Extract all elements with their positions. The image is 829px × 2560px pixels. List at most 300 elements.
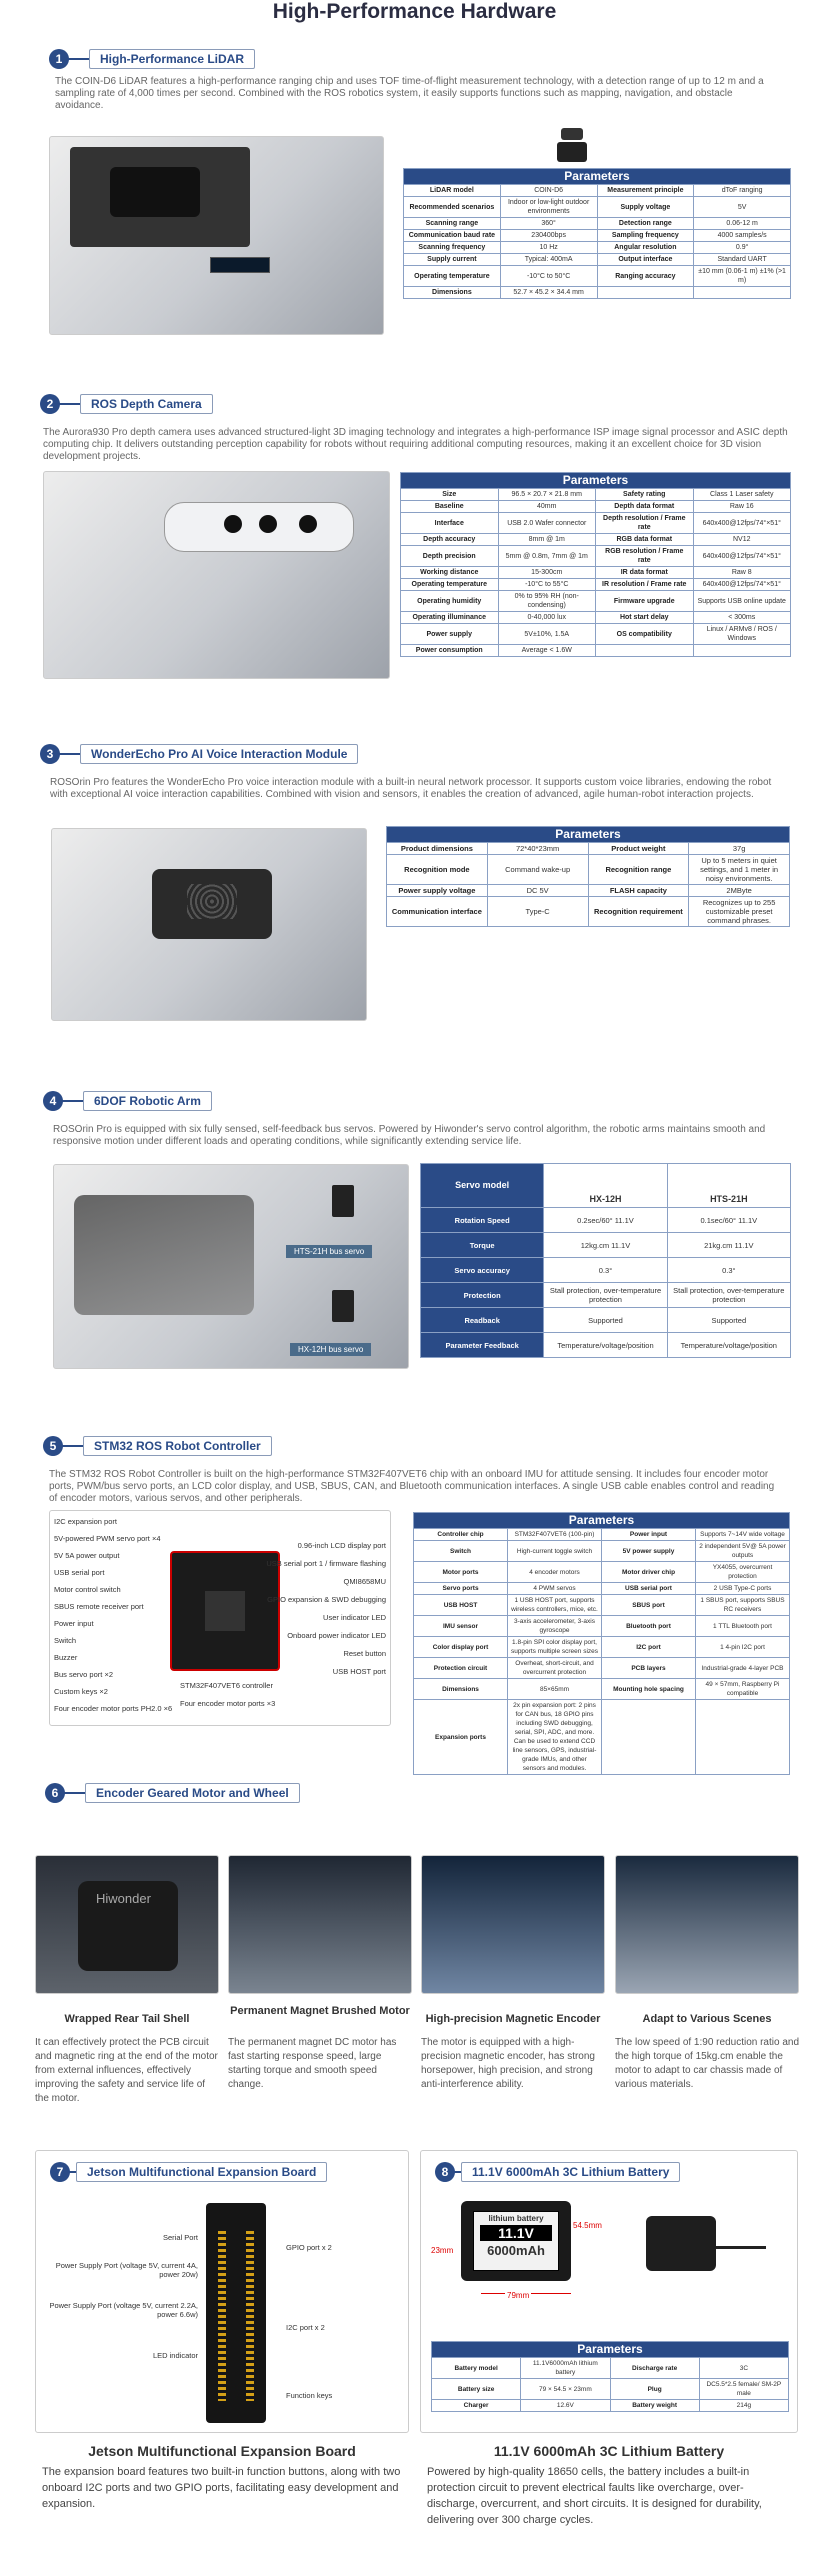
spec-value: Raw 8 bbox=[693, 567, 791, 579]
servo-model-header: HX-12H bbox=[544, 1164, 667, 1208]
spec-label: Safety rating bbox=[596, 489, 694, 501]
spec-label: Dimensions bbox=[414, 1679, 508, 1700]
spec-value: 10 Hz bbox=[500, 242, 597, 254]
spec-label: Battery size bbox=[432, 2379, 521, 2400]
spec-label: Protection bbox=[421, 1283, 544, 1308]
spec-value: 230400bps bbox=[500, 230, 597, 242]
section-title: 11.1V 6000mAh 3C Lithium Battery bbox=[461, 2162, 680, 2182]
diagram-label: Buzzer bbox=[54, 1653, 78, 1662]
lidar-photo bbox=[49, 136, 384, 335]
table-row bbox=[414, 1583, 790, 1595]
hts-21h-label: HTS-21H bus servo bbox=[286, 1245, 372, 1258]
spec-label: IR data format bbox=[596, 567, 694, 579]
battery-width-label: 79mm bbox=[507, 2291, 530, 2300]
table-row bbox=[404, 197, 791, 218]
motor-photo-4 bbox=[615, 1855, 799, 1994]
spec-label bbox=[596, 645, 694, 657]
table-row bbox=[387, 897, 790, 927]
spec-label bbox=[602, 1700, 696, 1775]
servo-model-header: HTS-21H bbox=[667, 1164, 790, 1208]
spec-label: Power supply bbox=[401, 624, 499, 645]
spec-label: Dimensions bbox=[404, 287, 501, 299]
spec-value: 0.1sec/60° 11.1V bbox=[667, 1208, 790, 1233]
spec-value: Up to 5 meters in quiet settings, and 1 meter in noisy environments. bbox=[689, 855, 790, 885]
section-2-header bbox=[40, 393, 213, 415]
diagram-label: Four encoder motor ports ×3 bbox=[180, 1699, 276, 1708]
diagram-label: SBUS remote receiver port bbox=[54, 1602, 144, 1611]
spec-label: Angular resolution bbox=[597, 242, 694, 254]
servo-spec-table bbox=[420, 1163, 791, 1358]
spec-label: Plug bbox=[610, 2379, 699, 2400]
battery-height-label: 23mm bbox=[431, 2246, 454, 2255]
spec-label: Power consumption bbox=[401, 645, 499, 657]
spec-value: Supported bbox=[544, 1308, 667, 1333]
spec-value: 5V bbox=[694, 197, 791, 218]
spec-label: Rotation Speed bbox=[421, 1208, 544, 1233]
section-number: 3 bbox=[40, 744, 60, 764]
spec-label: Firmware upgrade bbox=[596, 591, 694, 612]
jetson-board-panel bbox=[35, 2150, 409, 2433]
spec-label: RGB resolution / Frame rate bbox=[596, 546, 694, 567]
diagram-label: User indicator LED bbox=[323, 1613, 386, 1622]
section-number: 4 bbox=[43, 1091, 63, 1111]
diagram-label: Switch bbox=[54, 1636, 77, 1645]
spec-label: Interface bbox=[401, 513, 499, 534]
spec-label: Recognition range bbox=[588, 855, 689, 885]
table-row bbox=[401, 579, 791, 591]
spec-label: Operating temperature bbox=[401, 579, 499, 591]
battery-card-text: Powered by high-quality 18650 cells, the battery includes a built-in protection circuit to prevent electrical faults like overcharge, over-discharge, overcurrent, and short circuits. It is designed for durability, delivering over 300 charge cycles. bbox=[427, 2466, 762, 2526]
battery-voltage: 11.1V bbox=[480, 2225, 552, 2241]
controller-diagram bbox=[49, 1510, 391, 1726]
spec-label: Baseline bbox=[401, 501, 499, 513]
spec-value: Average < 1.6W bbox=[498, 645, 596, 657]
table-row bbox=[404, 230, 791, 242]
spec-value: 640x400@12fps/74°×51° bbox=[693, 513, 791, 534]
spec-value: YX4055, overcurrent protection bbox=[696, 1562, 790, 1583]
spec-value: 5V±10%, 1.5A bbox=[498, 624, 596, 645]
table-row bbox=[432, 2379, 789, 2400]
spec-label: Motor ports bbox=[414, 1562, 508, 1583]
spec-label: Battery model bbox=[432, 2358, 521, 2379]
spec-label: I2C port bbox=[602, 1637, 696, 1658]
table-row bbox=[401, 489, 791, 501]
section-title: STM32 ROS Robot Controller bbox=[83, 1436, 272, 1456]
spec-value: 640x400@12fps/74°×51° bbox=[693, 546, 791, 567]
charger-image bbox=[646, 2216, 716, 2271]
battery-spec-table: Parameters Battery model 11.1V6000mAh lithium battery Discharge rate 3C Battery size 79 × 54.5 × 23mm Plug DC5.5*2.5 female/ SM-2P male Charger 12.6V Battery weight 214g bbox=[431, 2341, 789, 2412]
section-number: 2 bbox=[40, 394, 60, 414]
diagram-label: Power input bbox=[54, 1619, 94, 1628]
spec-label: USB serial port bbox=[602, 1583, 696, 1595]
table-row bbox=[421, 1258, 791, 1283]
section-number: 7 bbox=[50, 2162, 70, 2182]
spec-value: 12.6V bbox=[521, 2400, 610, 2412]
brand-logo: Hiwonder bbox=[96, 1891, 151, 1906]
spec-value: High-current toggle switch bbox=[508, 1541, 602, 1562]
spec-label: Sampling frequency bbox=[597, 230, 694, 242]
battery-panel bbox=[420, 2150, 798, 2433]
spec-label: Motor driver chip bbox=[602, 1562, 696, 1583]
spec-value: 1.8-pin SPI color display port, supports multiple screen sizes bbox=[508, 1637, 602, 1658]
table-row bbox=[401, 546, 791, 567]
motor-feature-text: It can effectively protect the PCB circuit and magnetic ring at the end of the motor from external influences, effectively improving the safety and service life of the motor. bbox=[35, 2037, 218, 2104]
table-row bbox=[421, 1308, 791, 1333]
spec-value: 214g bbox=[699, 2400, 788, 2412]
spec-label: Detection range bbox=[597, 218, 694, 230]
spec-label: USB HOST bbox=[414, 1595, 508, 1616]
table-row bbox=[414, 1700, 790, 1775]
spec-label: IMU sensor bbox=[414, 1616, 508, 1637]
spec-value: 21kg.cm 11.1V bbox=[667, 1233, 790, 1258]
spec-value: 85×65mm bbox=[508, 1679, 602, 1700]
spec-value: 0.06-12 m bbox=[694, 218, 791, 230]
spec-value: -10°C to 50°C bbox=[500, 266, 597, 287]
spec-label: Size bbox=[401, 489, 499, 501]
table-row bbox=[414, 1541, 790, 1562]
table-row bbox=[414, 1616, 790, 1637]
spec-label: Operating temperature bbox=[404, 266, 501, 287]
spec-value: 0.3° bbox=[667, 1258, 790, 1283]
page-title: High-Performance Hardware bbox=[272, 0, 557, 23]
spec-label: Expansion ports bbox=[414, 1700, 508, 1775]
spec-label: Readback bbox=[421, 1308, 544, 1333]
spec-label: 5V power supply bbox=[602, 1541, 696, 1562]
table-row bbox=[414, 1595, 790, 1616]
section-6-header bbox=[45, 1782, 300, 1804]
spec-label: Product dimensions bbox=[387, 843, 488, 855]
spec-value: 4 encoder motors bbox=[508, 1562, 602, 1583]
section-1-header bbox=[49, 48, 255, 70]
spec-value: Overheat, short-circuit, and overcurrent protection bbox=[508, 1658, 602, 1679]
spec-label: Mounting hole spacing bbox=[602, 1679, 696, 1700]
diagram-label: USB serial port 1 / firmware flashing bbox=[266, 1559, 386, 1568]
spec-value: 2x pin expansion port: 2 pins for CAN bus, 18 GPIO pins including SWD debugging, serial, SPI, ADC, and more. Can be used to extend CCD line sensors, GPS, industrial-grade IMUs, and other sensors and modules. bbox=[508, 1700, 602, 1775]
spec-label: Scanning range bbox=[404, 218, 501, 230]
spec-value bbox=[696, 1700, 790, 1775]
motor-feature-title: High-precision Magnetic Encoder bbox=[425, 2013, 601, 2025]
spec-value: 11.1V6000mAh lithium battery bbox=[521, 2358, 610, 2379]
table-row bbox=[414, 1562, 790, 1583]
table-row bbox=[401, 501, 791, 513]
spec-label: PCB layers bbox=[602, 1658, 696, 1679]
spec-value: NV12 bbox=[693, 534, 791, 546]
spec-value: 40mm bbox=[498, 501, 596, 513]
table-row bbox=[404, 242, 791, 254]
spec-value: Raw 16 bbox=[693, 501, 791, 513]
spec-value: 15-300cm bbox=[498, 567, 596, 579]
table-row bbox=[421, 1233, 791, 1258]
section-4-header bbox=[43, 1090, 212, 1112]
spec-label: Communication interface bbox=[387, 897, 488, 927]
spec-value: USB 2.0 Wafer connector bbox=[498, 513, 596, 534]
spec-value: 360° bbox=[500, 218, 597, 230]
section-number: 6 bbox=[45, 1783, 65, 1803]
table-row bbox=[404, 266, 791, 287]
section-description: ROSOrin Pro features the WonderEcho Pro voice interaction module with a built-in neural network processor. It supports custom voice libraries, endowing the robot with exceptional AI voice interaction capabilities. Combined with vision and sensors, it enables the creation of advanced, agile human-robot interaction projects. bbox=[50, 777, 772, 800]
spec-label: Hot start delay bbox=[596, 612, 694, 624]
spec-label: Product weight bbox=[588, 843, 689, 855]
diagram-label: QMI8658MU bbox=[343, 1577, 386, 1586]
table-row bbox=[401, 534, 791, 546]
diagram-label: USB HOST port bbox=[332, 1667, 386, 1676]
table-row bbox=[387, 843, 790, 855]
section-number: 1 bbox=[49, 49, 69, 69]
hx-12h-label: HX-12H bus servo bbox=[290, 1343, 371, 1356]
spec-label: Battery weight bbox=[610, 2400, 699, 2412]
section-description: ROSOrin Pro is equipped with six fully sensed, self-feedback bus servos. Powered by Hiwonder's servo control algorithm, the robotic arms maintains smooth and responsive motion under different loads and operating conditions, while significantly extending service life. bbox=[53, 1124, 766, 1147]
section-title: Encoder Geared Motor and Wheel bbox=[85, 1783, 300, 1803]
diagram-label: I2C expansion port bbox=[54, 1517, 117, 1526]
spec-value: Temperature/voltage/position bbox=[544, 1333, 667, 1358]
spec-label: Controller chip bbox=[414, 1529, 508, 1541]
spec-value: Recognizes up to 255 customizable preset command phrases. bbox=[689, 897, 790, 927]
spec-label: FLASH capacity bbox=[588, 885, 689, 897]
diagram-label: 5V-powered PWM servo port ×4 bbox=[54, 1534, 161, 1543]
spec-label: Ranging accuracy bbox=[597, 266, 694, 287]
spec-value: 2 USB Type-C ports bbox=[696, 1583, 790, 1595]
section-title: High-Performance LiDAR bbox=[89, 49, 255, 69]
table-row bbox=[421, 1333, 791, 1358]
spec-value: Industrial-grade 4-layer PCB bbox=[696, 1658, 790, 1679]
spec-value: 4 PWM servos bbox=[508, 1583, 602, 1595]
motor-feature-text: The low speed of 1:90 reduction ratio and the high torque of 15kg.cm enable the motor to adapt to car chassis made of various materials. bbox=[615, 2037, 800, 2090]
spec-label: Output interface bbox=[597, 254, 694, 266]
lidar-icon bbox=[557, 128, 587, 164]
section-description: The Aurora930 Pro depth camera uses advanced structured-light 3D imaging technology and integrates a high-performance ISP image signal processor and ASIC depth computing chip. It delivers outstanding perception capability for robots without requiring additional computing resources, making it an excellent choice for 3D vision development projects. bbox=[43, 427, 788, 462]
spec-value: 1 SBUS port, supports SBUS RC receivers bbox=[696, 1595, 790, 1616]
spec-label: LiDAR model bbox=[404, 185, 501, 197]
board-port-label: I2C port x 2 bbox=[286, 2323, 325, 2332]
spec-value: Typical: 400mA bbox=[500, 254, 597, 266]
table-row bbox=[387, 855, 790, 885]
motor-feature-title: Adapt to Various Scenes bbox=[642, 2013, 772, 2025]
spec-value: Stall protection, over-temperature protection bbox=[667, 1283, 790, 1308]
board-port-label: GPIO port x 2 bbox=[286, 2243, 332, 2252]
motor-photo-3 bbox=[421, 1855, 605, 1994]
voice-module-photo bbox=[51, 828, 367, 1021]
motor-feature-title: Permanent Magnet Brushed Motor bbox=[230, 2005, 410, 2017]
spec-value: Class 1 Laser safety bbox=[693, 489, 791, 501]
spec-value: Supports 7~14V wide voltage bbox=[696, 1529, 790, 1541]
spec-label: OS compatibility bbox=[596, 624, 694, 645]
spec-label: RGB data format bbox=[596, 534, 694, 546]
spec-value: Command wake-up bbox=[487, 855, 588, 885]
spec-value: Linux / ARMv8 / ROS / Windows bbox=[693, 624, 791, 645]
board-port-label: Power Supply Port (voltage 5V, current 2.2A, power 6.6w) bbox=[49, 2301, 198, 2319]
table-row bbox=[421, 1283, 791, 1308]
spec-value: 1 TTL Bluetooth port bbox=[696, 1616, 790, 1637]
table-row bbox=[401, 567, 791, 579]
battery-depth-label: 54.5mm bbox=[573, 2221, 602, 2230]
spec-value: 0% to 95% RH (non-condensing) bbox=[498, 591, 596, 612]
spec-label: Recognition requirement bbox=[588, 897, 689, 927]
spec-value: Type-C bbox=[487, 897, 588, 927]
spec-label: Switch bbox=[414, 1541, 508, 1562]
table-row bbox=[414, 1679, 790, 1700]
diagram-label: Motor control switch bbox=[54, 1585, 121, 1594]
spec-label: Charger bbox=[432, 2400, 521, 2412]
spec-value: Supported bbox=[667, 1308, 790, 1333]
spec-label: Recommended scenarios bbox=[404, 197, 501, 218]
table-row bbox=[404, 254, 791, 266]
diagram-label: 0.96-inch LCD display port bbox=[297, 1541, 386, 1550]
spec-label: Operating illuminance bbox=[401, 612, 499, 624]
spec-label: Scanning frequency bbox=[404, 242, 501, 254]
spec-value: 4000 samples/s bbox=[694, 230, 791, 242]
spec-value: 1 4-pin I2C port bbox=[696, 1637, 790, 1658]
spec-value: Supports USB online update bbox=[693, 591, 791, 612]
jetson-card-text: The expansion board features two built-in function buttons, along with two onboard I2C ports and two GPIO ports, facilitating easy development and expansion. bbox=[42, 2466, 401, 2510]
table-row bbox=[414, 1658, 790, 1679]
diagram-label: Onboard power indicator LED bbox=[287, 1631, 386, 1640]
spec-label: Servo ports bbox=[414, 1583, 508, 1595]
robotic-arm-photo bbox=[53, 1164, 409, 1369]
spec-value: 8mm @ 1m bbox=[498, 534, 596, 546]
section-number: 8 bbox=[435, 2162, 455, 2182]
battery-capacity: 6000mAh bbox=[487, 2243, 545, 2258]
spec-label: Recognition mode bbox=[387, 855, 488, 885]
motor-feature-text: The motor is equipped with a high-precision magnetic encoder, has strong horsepower, high precision, and strong anti-interference ability. bbox=[421, 2037, 595, 2090]
spec-label: Power input bbox=[602, 1529, 696, 1541]
diagram-label: Four encoder motor ports PH2.0 ×6 bbox=[54, 1704, 173, 1713]
diagram-label: GPIO expansion & SWD debugging bbox=[267, 1595, 386, 1604]
spec-label: Supply voltage bbox=[597, 197, 694, 218]
spec-value: 640x400@12fps/74°×51° bbox=[693, 579, 791, 591]
spec-label: Depth resolution / Frame rate bbox=[596, 513, 694, 534]
spec-value: 72*40*23mm bbox=[487, 843, 588, 855]
table-row bbox=[421, 1208, 791, 1233]
spec-value: Standard UART bbox=[694, 254, 791, 266]
spec-value: 1 USB HOST port, supports wireless controllers, mice, etc. bbox=[508, 1595, 602, 1616]
table-row bbox=[401, 591, 791, 612]
spec-value: 0-40,000 lux bbox=[498, 612, 596, 624]
jetson-card-title: Jetson Multifunctional Expansion Board bbox=[88, 2443, 356, 2459]
battery-label: lithium battery bbox=[488, 2214, 544, 2223]
spec-value: Temperature/voltage/position bbox=[667, 1333, 790, 1358]
spec-value: Indoor or low-light outdoor environments bbox=[500, 197, 597, 218]
spec-value: 2 independent 5V@ 5A power outputs bbox=[696, 1541, 790, 1562]
spec-label: Supply current bbox=[404, 254, 501, 266]
spec-value: 3-axis accelerometer, 3-axis gyroscope bbox=[508, 1616, 602, 1637]
spec-label: Operating humidity bbox=[401, 591, 499, 612]
spec-label: Communication baud rate bbox=[404, 230, 501, 242]
depth-camera-spec-table: Parameters Size 96.5 × 20.7 × 21.8 mm Safety rating Class 1 Laser safety Baseline 40mm Depth data format Raw 16 Interface USB 2.0 Wafer connector Depth resolution / Frame rate 640x400@12fps/74°×51° Depth accuracy 8mm @ 1m RGB data format NV12 Depth precision 5mm @ 0.8m, 7mm @ 1m RGB resolution / Frame rate 640x400@12fps/74°×51° Working distance 15-300cm IR data format Raw 8 Operating temperature -10°C to 55°C IR resolution / Frame rate 640x400@12fps/74°×51° Operating humidity 0% to 95% RH (non-condensing) Firmware upgrade Supports USB online update Operating illuminance 0-40,000 lux Hot start delay < 300ms Power supply 5V±10%, 1.5A OS compatibility Linux / ARMv8 / ROS / Windows Power consumption Average < 1.6W bbox=[400, 472, 791, 657]
spec-label: Power supply voltage bbox=[387, 885, 488, 897]
table-row bbox=[404, 185, 791, 197]
spec-label: Discharge rate bbox=[610, 2358, 699, 2379]
section-description: The COIN-D6 LiDAR features a high-performance ranging chip and uses TOF time-of-flight measurement technology, with a detection range of up to 12 m and a sampling rate of 4,000 times per second. Combined with the ROS robotics system, it easily supports functions such as mapping, navigation, and obstacle avoidance. bbox=[55, 76, 764, 111]
table-row bbox=[401, 645, 791, 657]
spec-value: 0.2sec/60° 11.1V bbox=[544, 1208, 667, 1233]
table-row bbox=[404, 218, 791, 230]
table-row bbox=[414, 1529, 790, 1541]
motor-photo-2 bbox=[228, 1855, 412, 1994]
section-3-header bbox=[40, 743, 358, 765]
spec-value: 3C bbox=[699, 2358, 788, 2379]
spec-label: Torque bbox=[421, 1233, 544, 1258]
spec-value: 12kg.cm 11.1V bbox=[544, 1233, 667, 1258]
section-5-header bbox=[43, 1435, 272, 1457]
battery-card-title: 11.1V 6000mAh 3C Lithium Battery bbox=[493, 2443, 725, 2459]
section-title: ROS Depth Camera bbox=[80, 394, 213, 414]
spec-value: 0.9° bbox=[694, 242, 791, 254]
table-row bbox=[401, 513, 791, 534]
spec-value: COIN-D6 bbox=[500, 185, 597, 197]
spec-value: 0.3° bbox=[544, 1258, 667, 1283]
spec-label: SBUS port bbox=[602, 1595, 696, 1616]
spec-value: dToF ranging bbox=[694, 185, 791, 197]
spec-label: IR resolution / Frame rate bbox=[596, 579, 694, 591]
spec-label: Depth precision bbox=[401, 546, 499, 567]
table-row bbox=[414, 1637, 790, 1658]
motor-photo-1 bbox=[35, 1855, 219, 1994]
motor-feature-text: The permanent magnet DC motor has fast starting response speed, large starting torque and smooth speed change. bbox=[228, 2037, 397, 2090]
diagram-label: 5V 5A power output bbox=[54, 1551, 120, 1560]
spec-value: DC5.5*2.5 female/ SM-2P male bbox=[699, 2379, 788, 2400]
section-title: 6DOF Robotic Arm bbox=[83, 1091, 212, 1111]
spec-value bbox=[694, 287, 791, 299]
depth-camera-photo bbox=[43, 471, 390, 679]
spec-value: 5mm @ 0.8m, 7mm @ 1m bbox=[498, 546, 596, 567]
controller-spec-table: Parameters Controller chip STM32F407VET6 (100-pin) Power input Supports 7~14V wide voltage Switch High-current toggle switch 5V power supply 2 independent 5V@ 5A power outputs Motor ports 4 encoder motors Motor driver chip YX4055, overcurrent protection Servo ports 4 PWM servos USB serial port 2 USB Type-C ports USB HOST 1 USB HOST port, supports wireless controllers, mice, etc. SBUS port 1 SBUS port, supports SBUS RC receivers IMU sensor 3-axis accelerometer, 3-axis gyroscope Bluetooth port 1 TTL Bluetooth port Color display port 1.8-pin SPI color display port, supports multiple screen sizes I2C port 1 4-pin I2C port Protection circuit Overheat, short-circuit, and overcurrent protection PCB layers Industrial-grade 4-layer PCB Dimensions 85×65mm Mounting hole spacing 49 × 57mm, Raspberry Pi compatible Expansion ports 2x pin expansion port: 2 pins for CAN bus, 18 GPIO pins including SWD debugging, serial, SPI, ADC, and more. Can be used to extend CCD line sensors, GPS, industrial-grade IMUs, and other sensors and modules. bbox=[413, 1512, 790, 1775]
section-title: Jetson Multifunctional Expansion Board bbox=[76, 2162, 327, 2182]
spec-value: ±10 mm (0.06-1 m) ±1% (>1 m) bbox=[694, 266, 791, 287]
diagram-label: Reset button bbox=[343, 1649, 386, 1658]
table-row bbox=[432, 2358, 789, 2379]
table-row bbox=[387, 885, 790, 897]
table-row bbox=[401, 612, 791, 624]
spec-label: Color display port bbox=[414, 1637, 508, 1658]
spec-value: 96.5 × 20.7 × 21.8 mm bbox=[498, 489, 596, 501]
spec-value: Stall protection, over-temperature protection bbox=[544, 1283, 667, 1308]
board-port-label: Function keys bbox=[286, 2391, 333, 2400]
spec-value: STM32F407VET6 (100-pin) bbox=[508, 1529, 602, 1541]
diagram-label: STM32F407VET6 controller bbox=[180, 1681, 273, 1690]
voice-module-spec-table: Parameters Product dimensions 72*40*23mm Product weight 37g Recognition mode Command wake-up Recognition range Up to 5 meters in quiet settings, and 1 meter in noisy environments. Power supply voltage DC 5V FLASH capacity 2MByte Communication interface Type-C Recognition requirement Recognizes up to 255 customizable preset command phrases. bbox=[386, 826, 790, 927]
spec-label: Bluetooth port bbox=[602, 1616, 696, 1637]
servo-header-label: Servo model bbox=[421, 1164, 544, 1208]
table-row bbox=[401, 624, 791, 645]
spec-value: 49 × 57mm, Raspberry Pi compatible bbox=[696, 1679, 790, 1700]
diagram-label: Custom keys ×2 bbox=[54, 1687, 108, 1696]
spec-label: Parameter Feedback bbox=[421, 1333, 544, 1358]
spec-label: Servo accuracy bbox=[421, 1258, 544, 1283]
spec-value: 79 × 54.5 × 23mm bbox=[521, 2379, 610, 2400]
spec-value: 52.7 × 45.2 × 34.4 mm bbox=[500, 287, 597, 299]
table-row bbox=[432, 2400, 789, 2412]
diagram-label: USB serial port bbox=[54, 1568, 105, 1577]
spec-label: Depth data format bbox=[596, 501, 694, 513]
spec-label: Protection circuit bbox=[414, 1658, 508, 1679]
section-description: The STM32 ROS Robot Controller is built on the high-performance STM32F407VET6 chip with an onboard IMU for attitude sensing. It includes four encoder motor ports, PWM/bus servo ports, an LCD color display, and USB, SBUS, CAN, and Bluetooth communication interfaces. A single USB cable enables control and reading of encoder motors, various servos, and other peripherals. bbox=[49, 1469, 775, 1504]
table-row bbox=[404, 287, 791, 299]
motor-feature-title: Wrapped Rear Tail Shell bbox=[64, 2013, 190, 2025]
section-number: 5 bbox=[43, 1436, 63, 1456]
spec-label: Depth accuracy bbox=[401, 534, 499, 546]
spec-value: -10°C to 55°C bbox=[498, 579, 596, 591]
board-port-label: Serial Port bbox=[162, 2233, 198, 2242]
board-port-label: Power Supply Port (voltage 5V, current 4A, power 20w) bbox=[55, 2261, 198, 2279]
board-port-label: LED indicator bbox=[152, 2351, 198, 2360]
section-title: WonderEcho Pro AI Voice Interaction Module bbox=[80, 744, 358, 764]
spec-value bbox=[693, 645, 791, 657]
spec-label: Measurement principle bbox=[597, 185, 694, 197]
spec-value: 37g bbox=[689, 843, 790, 855]
spec-value: 2MByte bbox=[689, 885, 790, 897]
diagram-label: Bus servo port ×2 bbox=[54, 1670, 113, 1679]
spec-value: < 300ms bbox=[693, 612, 791, 624]
